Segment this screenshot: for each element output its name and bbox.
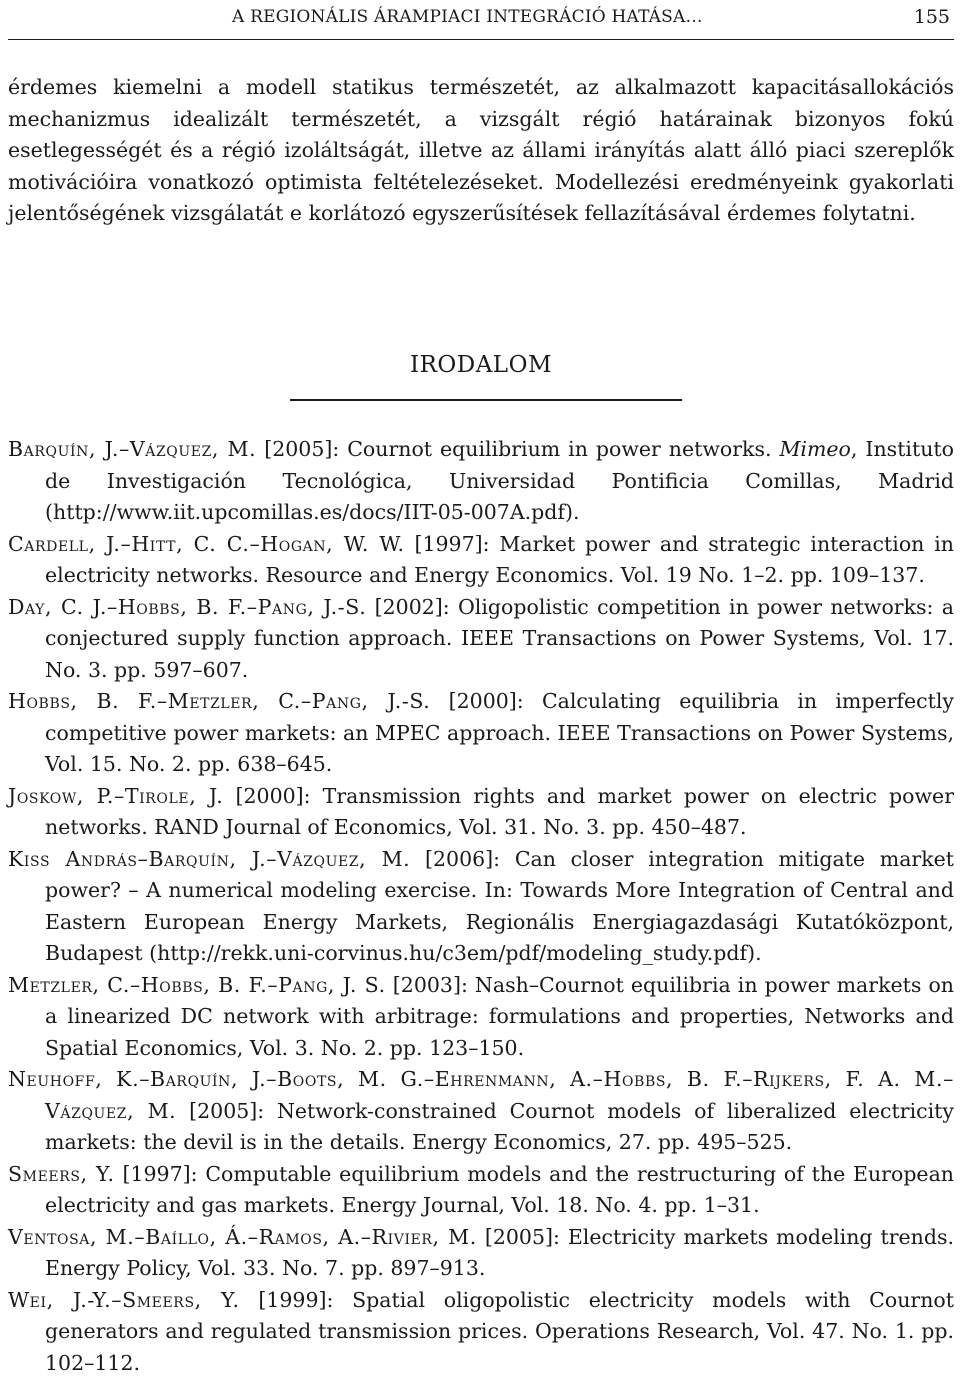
- reference-item: [8, 592, 954, 687]
- reference-authors: Cardell, J.–Hitt, C. C.–Hogan, W. W.: [8, 532, 405, 556]
- reference-item: [8, 434, 954, 529]
- reference-item: [8, 1064, 954, 1159]
- reference-item: [8, 1222, 954, 1285]
- reference-text: [1999]: Spatial oligopolistic electricity models with Cournot generators and regulated transmission prices. Operations Research, Vol. 47. No. 1. pp. 102–112.: [45, 1288, 954, 1375]
- reference-authors: Day, C. J.–Hobbs, B. F.–Pang, J.-S.: [8, 595, 366, 619]
- reference-authors: Joskow, P.–Tirole, J.: [8, 784, 223, 808]
- reference-text: [1997]: Computable equilibrium models and the restructuring of the European electricity and gas markets. Energy Journal, Vol. 18. No. 4. pp. 1–31.: [45, 1162, 954, 1218]
- reference-text: [2000]: Transmission rights and market power on electric power networks. RAND Journal of Economics, Vol. 31. No. 3. pp. 450–487.: [45, 784, 954, 840]
- reference-text: [1997]: Market power and strategic interaction in electricity networks. Resource and Energy Economics. Vol. 19 No. 1–2. pp. 109–137.: [45, 532, 954, 588]
- header-rule: [8, 39, 954, 40]
- running-header: [8, 2, 954, 32]
- page-number: 155: [914, 6, 950, 28]
- reference-authors: Kiss András–Barquín, J.–Vázquez, M.: [8, 847, 410, 871]
- reference-authors: Neuhoff, K.–Barquín, J.–Boots, M. G.–Ehrenmann, A.–Hobbs, B. F.–Rijkers, F. A. M.–Vázquez, M.: [8, 1067, 954, 1123]
- reference-text: [2002]: Oligopolistic competition in power networks: a conjectured supply function approach. IEEE Transactions on Power Systems, Vol. 17. No. 3. pp. 597–607.: [45, 595, 954, 682]
- reference-text: [2003]: Nash–Cournot equilibria in power markets on a linearized DC network with arbitrage: formulations and properties, Networks and Spatial Economics, Vol. 3. No. 2. pp. 123–150.: [45, 973, 954, 1060]
- reference-italic: Mimeo: [779, 437, 850, 461]
- reference-authors: Wei, J.-Y.–Smeers, Y.: [8, 1288, 240, 1312]
- reference-text: [2006]: Can closer integration mitigate market power? – A numerical modeling exercise. In: Towards More Integration of Central and Eastern European Energy Markets, Regionális Energiagazdasági Kutatóközpont, Budapest (http://rekk.uni-corvinus.hu/c3em/pdf/modeling_study.pdf).: [45, 847, 954, 966]
- reference-item: [8, 970, 954, 1065]
- reference-item: [8, 1159, 954, 1222]
- reference-authors: Metzler, C.–Hobbs, B. F.–Pang, J. S.: [8, 973, 386, 997]
- reference-text: [2005]: Network-constrained Cournot models of liberalized electricity markets: the devil is in the details. Energy Economics, 27. pp. 495–525.: [45, 1099, 954, 1155]
- reference-authors: Hobbs, B. F.–Metzler, C.–Pang, J.-S.: [8, 689, 430, 713]
- running-title: A REGIONÁLIS ÁRAMPIACI INTEGRÁCIÓ HATÁSA…: [232, 7, 703, 27]
- reference-item: [8, 1285, 954, 1379]
- reference-item: [8, 844, 954, 970]
- body-paragraph: érdemes kiemelni a modell statikus természetét, az alkalmazott kapacitásallokációs mechanizmus idealizált természetét, a vizsgált régió határainak bizonyos fokú esetlegességét és a régió izoláltságát, illetve az állami irányítás alatt álló piaci szereplők motivációira vonatkozó optimista feltételezéseket. Modellezési eredményeink gyakorlati jelentőségének vizsgálatát e korlátozó egyszerűsítések fellazításával érdemes folytatni.: [8, 72, 954, 230]
- reference-text: [2005]: Electricity markets modeling trends. Energy Policy, Vol. 33. No. 7. pp. 897–913.: [45, 1225, 954, 1281]
- body-text: [8, 72, 954, 230]
- reference-text: [2000]: Calculating equilibria in imperfectly competitive power markets: an MPEC approach. IEEE Transactions on Power Systems, Vol. 15. No. 2. pp. 638–645.: [45, 689, 954, 776]
- reference-item: [8, 781, 954, 844]
- reference-authors: Smeers, Y.: [8, 1162, 115, 1186]
- reference-list: [8, 434, 954, 1379]
- heading-rule: [290, 399, 682, 401]
- reference-authors: Ventosa, M.–Baíllo, Á.–Ramos, A.–Rivier, M.: [8, 1225, 477, 1249]
- reference-text: [2005]: Cournot equilibrium in power networks.: [256, 437, 779, 461]
- reference-item: [8, 686, 954, 781]
- reference-item: [8, 529, 954, 592]
- reference-rest: , Instituto de Investigación Tecnológica, Universidad Pontificia Comillas, Madrid (http://www.iit.upcomillas.es/docs/IIT-05-007A.pdf).: [45, 437, 954, 524]
- section-heading: IRODALOM: [8, 352, 954, 378]
- reference-authors: Barquín, J.–Vázquez, M.: [8, 437, 256, 461]
